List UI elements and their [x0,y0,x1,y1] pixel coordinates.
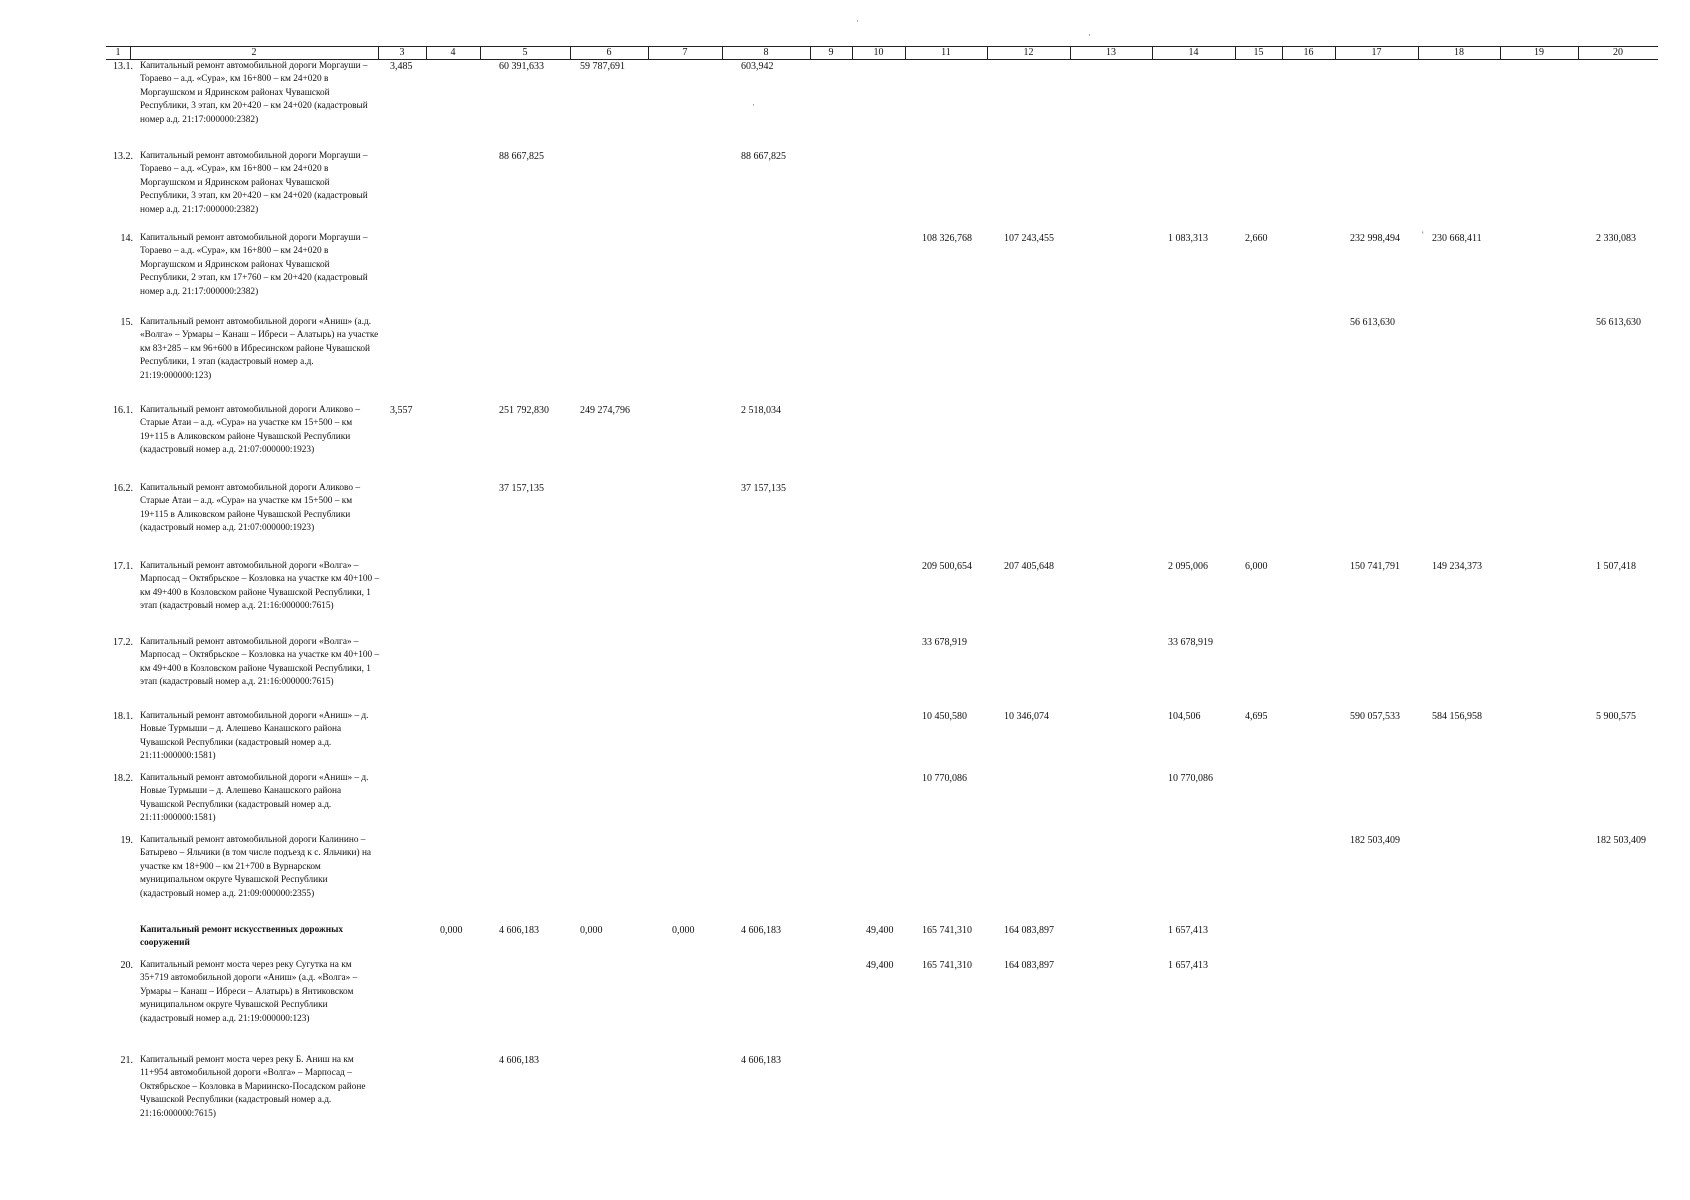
row-number: 15. [120,317,133,328]
cell-col-14: 104,506 [1168,711,1201,722]
cell-col-7: 0,000 [672,925,695,936]
row-description: Капитальный ремонт автомобильной дороги Моргауши – Тораево – а.д. «Сура», км 16+800 – км 24+020 в Моргаушском и Ядринском районах Чувашской Республики, 3 этап, км 20+420 – км 24+020 (кадастровый номер а.д. 21:17:000000:2382) [140,61,368,125]
row-description: Капитальный ремонт автомобильной дороги «Аниш» – д. Новые Турмыши – д. Алешево Канашского района Чувашской Республики (кадастровый номер а.д. 21:11:000000:1581) [140,773,369,824]
row-description: Капитальный ремонт автомобильной дороги Аликово – Старые Атаи – а.д. «Сура» на участке км 15+500 – км 19+115 в Аликовском районе Чувашской Республики (кадастровый номер а.д. 21:07:000000:1923) [140,405,360,456]
row-description: Капитальный ремонт автомобильной дороги «Аниш» – д. Новые Турмыши – д. Алешево Канашского района Чувашской Республики (кадастровый номер а.д. 21:11:000000:1581) [140,711,369,762]
cell-col-15: 6,000 [1245,561,1268,572]
column-number-1: 1 [115,47,121,58]
column-number-7: 7 [682,47,688,58]
cell-col-14: 1 657,413 [1168,925,1208,936]
cell-col-18: 584 156,958 [1432,711,1482,722]
column-number-20: 20 [1613,47,1623,58]
cell-col-5: 60 391,633 [499,61,544,72]
cell-col-6: 249 274,796 [580,405,630,416]
column-number-16: 16 [1303,47,1314,58]
cell-col-11: 10 450,580 [922,711,967,722]
row-number: 18.1. [113,711,133,722]
cell-col-8: 88 667,825 [741,151,786,162]
cell-col-11: 165 741,310 [922,925,972,936]
row-number: 17.2. [113,637,133,648]
cell-col-11: 10 770,086 [922,773,967,784]
row-description: Капитальный ремонт автомобильной дороги Моргауши – Тораево – а.д. «Сура», км 16+800 – км 24+020 в Моргаушском и Ядринском районах Чувашской Республики, 3 этап, км 20+420 – км 24+020 (кадастровый номер а.д. 21:17:000000:2382) [140,151,368,215]
cell-col-15: 2,660 [1245,233,1268,244]
cell-col-18: 149 234,373 [1432,561,1482,572]
row-description: Капитальный ремонт автомобильной дороги Аликово – Старые Атаи – а.д. «Сура» на участке км 15+500 – км 19+115 в Аликовском районе Чувашской Республики (кадастровый номер а.д. 21:07:000000:1923) [140,483,360,534]
row-number: 20. [120,960,133,971]
cell-col-17: 56 613,630 [1350,317,1395,328]
column-number-15: 15 [1253,47,1264,58]
cell-col-8: 2 518,034 [741,405,781,416]
cell-col-17: 150 741,791 [1350,561,1400,572]
column-number-3: 3 [399,47,405,58]
column-number-10: 10 [873,47,884,58]
cell-col-5: 88 667,825 [499,151,544,162]
cell-col-12: 207 405,648 [1004,561,1054,572]
cell-col-6: 59 787,691 [580,61,625,72]
row-number: 16.1. [113,405,133,416]
cell-col-14: 2 095,006 [1168,561,1208,572]
row-number: 19. [120,835,133,846]
row-description: Капитальный ремонт автомобильной дороги «Волга» – Марпосад – Октябрьское – Козловка на участке км 40+100 – км 49+400 в Козловском районе Чувашской Республики, 1 этап (кадастровый номер а.д. 21:16:000000:7615) [140,637,380,688]
row-number: 13.2. [113,151,133,162]
row-number: 21. [120,1055,133,1066]
column-number-6: 6 [606,47,612,58]
column-number-4: 4 [450,47,456,58]
row-number: 17.1. [113,561,133,572]
cell-col-11: 165 741,310 [922,960,972,971]
row-number: 14. [120,233,133,244]
cell-col-10: 49,400 [866,960,894,971]
cell-col-3: 3,557 [390,405,413,416]
cell-col-15: 4,695 [1245,711,1268,722]
cell-col-14: 1 657,413 [1168,960,1208,971]
row-description: Капитальный ремонт автомобильной дороги «Аниш» (а.д. «Волга» – Урмары – Канаш – Ибреси – Алатырь) на участке км 83+285 – км 96+600 в Ибресинском районе Чувашской Республики, 1 этап (кадастровый номер а.д. 21:19:000000:123) [140,317,379,381]
cell-col-5: 37 157,135 [499,483,544,494]
cell-col-12: 164 083,897 [1004,960,1054,971]
cell-col-5: 4 606,183 [499,925,539,936]
row-description: Капитальный ремонт искусственных дорожных сооружений [140,925,344,949]
column-number-17: 17 [1371,47,1382,58]
cell-col-20: 182 503,409 [1596,835,1646,846]
row-description: Капитальный ремонт моста через реку Б. Аниш на км 11+954 автомобильной дороги «Волга» – Марпосад – Октябрьское – Козловка в Мариинско-Посадском районе Чувашской Республики (кадастровый номер а.д. 21:16:000000:7615) [140,1055,366,1119]
column-number-9: 9 [828,47,834,58]
scan-speck: · [1088,30,1091,40]
cell-col-14: 10 770,086 [1168,773,1213,784]
cell-col-11: 33 678,919 [922,637,967,648]
column-number-14: 14 [1188,47,1199,58]
cell-col-20: 2 330,083 [1596,233,1636,244]
cell-col-14: 33 678,919 [1168,637,1213,648]
row-number: 18.2. [113,773,133,784]
cell-col-8: 37 157,135 [741,483,786,494]
cell-col-20: 5 900,575 [1596,711,1636,722]
cell-col-12: 10 346,074 [1004,711,1049,722]
row-number: 16.2. [113,483,133,494]
row-description: Капитальный ремонт моста через реку Сугутка на км 35+719 автомобильной дороги «Аниш» (а.д. «Волга» – Урмары – Канаш – Ибреси – Алатырь) в Янтиковском муниципальном округе Чувашской Республики (кадастровый номер а.д. 21:19:000000:123) [140,960,358,1024]
scan-speck: · [856,16,859,26]
cell-col-10: 49,400 [866,925,894,936]
scan-speck: ' [1422,230,1424,240]
row-description: Капитальный ремонт автомобильной дороги Моргауши – Тораево – а.д. «Сура», км 16+800 – км 24+020 в Моргаушском и Ядринском районах Чувашской Республики, 2 этап, км 17+760 – км 20+420 (кадастровый номер а.д. 21:17:000000:2382) [140,233,368,297]
cell-col-5: 251 792,830 [499,405,549,416]
cell-col-8: 4 606,183 [741,925,781,936]
cell-col-11: 209 500,654 [922,561,972,572]
cell-col-5: 4 606,183 [499,1055,539,1066]
cell-col-3: 3,485 [390,61,413,72]
column-number-2: 2 [251,47,257,58]
cell-col-8: 603,942 [741,61,774,72]
cell-col-17: 232 998,494 [1350,233,1400,244]
cell-col-12: 107 243,455 [1004,233,1054,244]
cell-col-14: 1 083,313 [1168,233,1208,244]
column-number-19: 19 [1534,47,1544,58]
row-description: Капитальный ремонт автомобильной дороги «Волга» – Марпосад – Октябрьское – Козловка на участке км 40+100 – км 49+400 в Козловском районе Чувашской Республики, 1 этап (кадастровый номер а.д. 21:16:000000:7615) [140,561,380,612]
cell-col-4: 0,000 [440,925,463,936]
column-number-11: 11 [941,47,951,58]
cell-col-8: 4 606,183 [741,1055,781,1066]
column-number-12: 12 [1023,47,1034,58]
row-description: Капитальный ремонт автомобильной дороги Калинино – Батырево – Яльчики (в том числе подъезд к с. Яльчики) на участке км 18+900 – км 21+700 в Вурнарском муниципальном округе Чувашской Республики (кадастровый номер а.д. 21:09:000000:2355) [140,835,372,899]
cell-col-17: 590 057,533 [1350,711,1400,722]
cell-col-6: 0,000 [580,925,603,936]
cell-col-11: 108 326,768 [922,233,972,244]
cell-col-20: 56 613,630 [1596,317,1641,328]
cell-col-18: 230 668,411 [1432,233,1482,244]
column-number-8: 8 [763,47,769,58]
column-number-13: 13 [1106,47,1116,58]
scan-speck: · [752,100,755,110]
row-number: 13.1. [113,61,133,72]
column-number-18: 18 [1454,47,1464,58]
cell-col-12: 164 083,897 [1004,925,1054,936]
cell-col-20: 1 507,418 [1596,561,1636,572]
column-number-5: 5 [522,47,528,58]
cell-col-17: 182 503,409 [1350,835,1400,846]
